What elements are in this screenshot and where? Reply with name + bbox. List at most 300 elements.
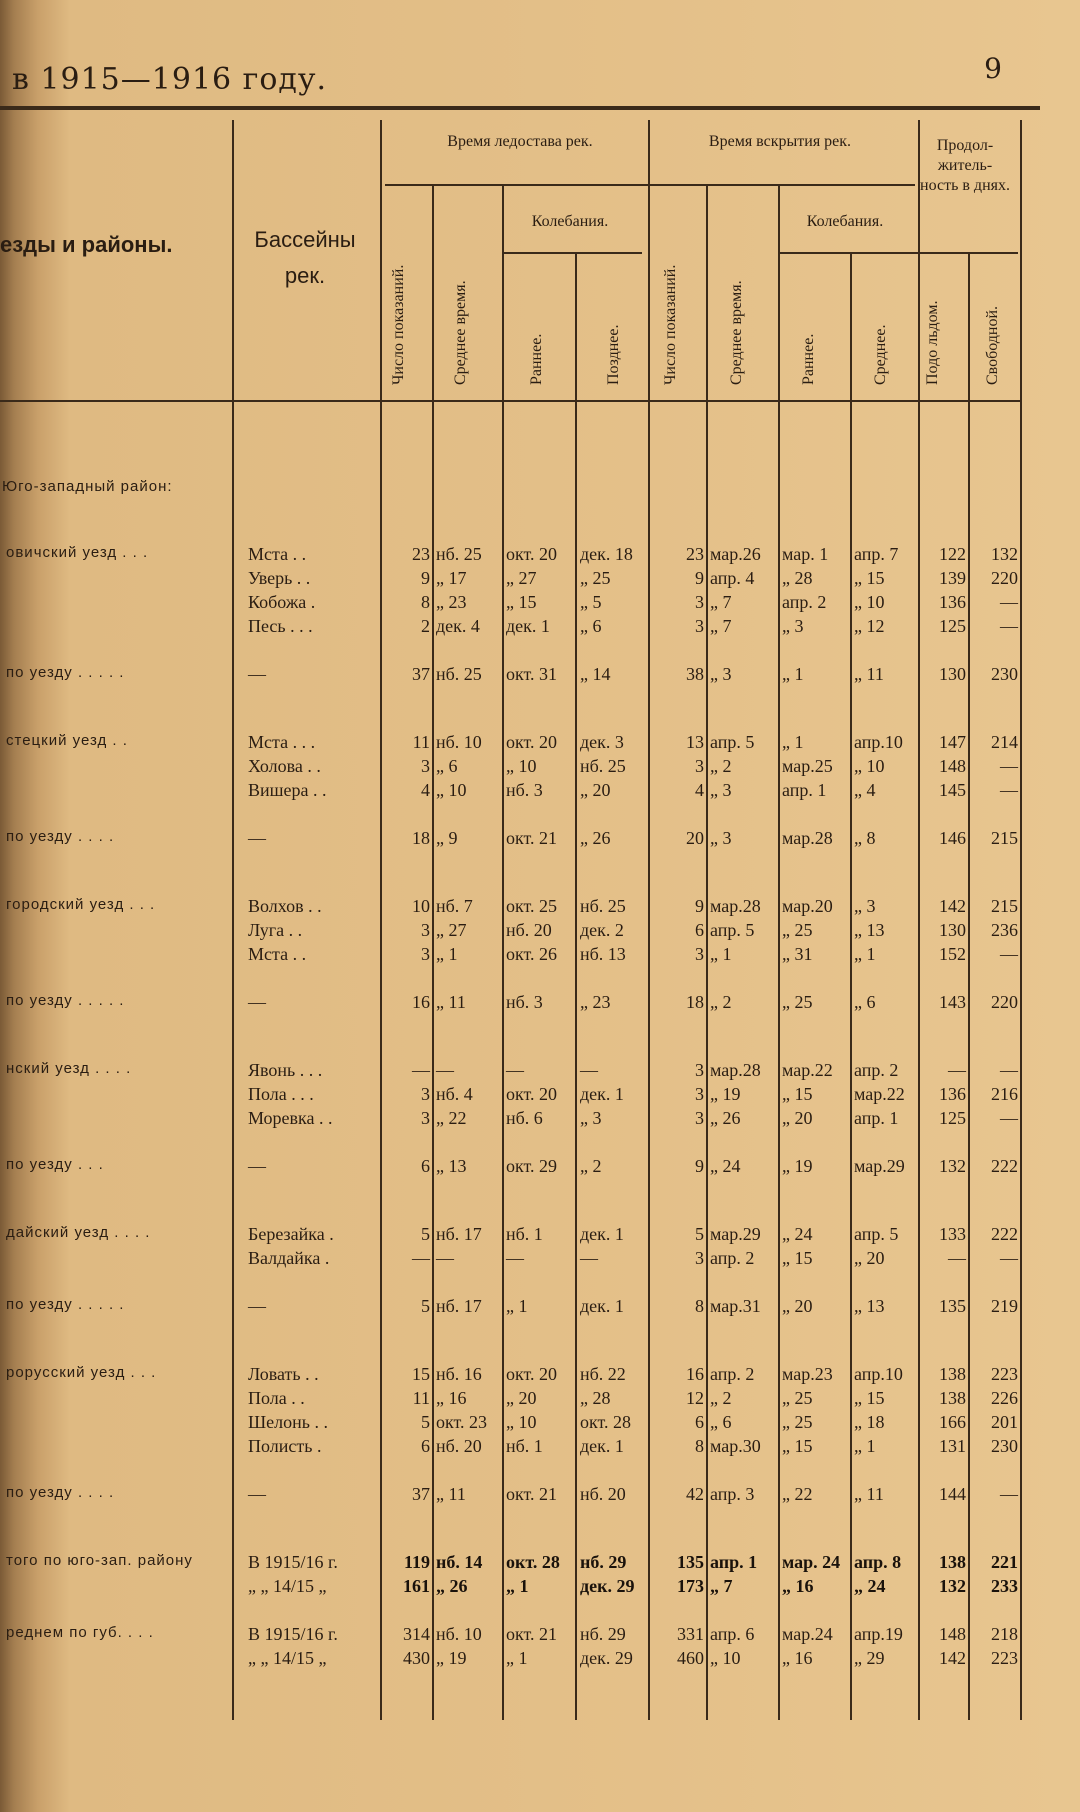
- value-cell: „ 7: [710, 592, 732, 612]
- value-cell: „ 2: [710, 1388, 732, 1408]
- value-cell: —: [436, 1248, 454, 1268]
- value-cell: 148: [939, 1624, 966, 1644]
- basin-cell: Холова . .: [248, 756, 321, 776]
- value-cell: нб. 17: [436, 1296, 482, 1316]
- free-header: Свободной.: [984, 305, 1001, 385]
- value-cell: „ 1: [436, 944, 458, 964]
- basin-cell: Мста . .: [248, 544, 307, 564]
- value-cell: „ 25: [580, 568, 611, 588]
- value-cell: „ 2: [710, 756, 732, 776]
- basin-cell: „ „ 14/15 „: [248, 1648, 327, 1668]
- value-cell: —: [948, 1060, 966, 1080]
- value-cell: нб. 20: [580, 1484, 626, 1504]
- value-cell: 3: [695, 1060, 704, 1080]
- value-cell: „ 3: [710, 780, 732, 800]
- value-cell: „ 15: [782, 1436, 813, 1456]
- value-cell: нб. 4: [436, 1084, 473, 1104]
- value-cell: —: [1000, 592, 1018, 612]
- value-cell: окт. 29: [506, 1156, 558, 1176]
- value-cell: нб. 16: [436, 1364, 482, 1384]
- table-row: [0, 1248, 1080, 1272]
- value-cell: 222: [991, 1156, 1018, 1176]
- value-cell: 314: [403, 1624, 430, 1644]
- value-cell: 8: [695, 1296, 704, 1316]
- value-cell: „ 15: [506, 592, 537, 612]
- value-cell: —: [1000, 1060, 1018, 1080]
- basin-cell: Березайка .: [248, 1224, 334, 1244]
- value-cell: 3: [421, 944, 430, 964]
- value-cell: „ 19: [782, 1156, 813, 1176]
- top-rule: [0, 106, 1040, 110]
- breakup-group-header: Время вскрытия рек.: [708, 133, 852, 150]
- table-row: [0, 1084, 1080, 1108]
- value-cell: 3: [695, 756, 704, 776]
- value-cell: 5: [421, 1224, 430, 1244]
- value-cell: дек. 1: [580, 1296, 624, 1316]
- value-cell: 10: [412, 896, 430, 916]
- value-cell: 143: [939, 992, 966, 1012]
- value-cell: „ 1: [506, 1576, 529, 1596]
- table-row: [0, 828, 1080, 852]
- value-cell: окт. 31: [506, 664, 558, 684]
- value-cell: мар.26: [710, 544, 761, 564]
- value-cell: 119: [403, 1552, 430, 1572]
- table-row: [0, 616, 1080, 640]
- value-cell: нб. 10: [436, 1624, 482, 1644]
- value-cell: 20: [686, 828, 704, 848]
- value-cell: апр.10: [854, 1364, 903, 1384]
- freeze-group-header: Время ледостава рек.: [447, 133, 593, 150]
- value-cell: 223: [991, 1648, 1018, 1668]
- value-cell: апр. 8: [854, 1552, 902, 1572]
- value-cell: апр. 7: [854, 544, 899, 564]
- value-cell: окт. 26: [506, 944, 558, 964]
- district-cell: по уезду . . . . .: [6, 992, 125, 1009]
- value-cell: 132: [991, 544, 1018, 564]
- table-row: [0, 1576, 1080, 1600]
- value-cell: 161: [403, 1576, 430, 1596]
- avg2-header: Среднее.: [872, 324, 889, 385]
- value-cell: 133: [939, 1224, 966, 1244]
- value-cell: „ 3: [580, 1108, 602, 1128]
- table-row: [0, 1624, 1080, 1648]
- value-cell: „ 28: [782, 568, 813, 588]
- value-cell: 42: [686, 1484, 704, 1504]
- value-cell: 223: [991, 1364, 1018, 1384]
- value-cell: „ 27: [506, 568, 537, 588]
- table-row: [0, 780, 1080, 804]
- value-cell: „ 28: [580, 1388, 611, 1408]
- value-cell: —: [1000, 944, 1018, 964]
- value-cell: „ 8: [854, 828, 876, 848]
- value-cell: дек. 1: [580, 1084, 624, 1104]
- value-cell: „ 3: [854, 896, 876, 916]
- basin-cell: Ловать . .: [248, 1364, 319, 1384]
- value-cell: дек. 2: [580, 920, 624, 940]
- fluct-rule-2: [778, 252, 918, 254]
- value-cell: „ 1: [710, 944, 732, 964]
- basin-cell: Вишера . .: [248, 780, 327, 800]
- basin-cell: Волхов . .: [248, 896, 322, 916]
- value-cell: 139: [939, 568, 966, 588]
- value-cell: нб. 14: [436, 1552, 483, 1572]
- value-cell: 3: [695, 592, 704, 612]
- value-cell: мар.20: [782, 896, 833, 916]
- value-cell: „ 25: [782, 1388, 813, 1408]
- table-row: [0, 568, 1080, 592]
- header-bottom-rule: [0, 400, 1020, 402]
- value-cell: „ 3: [710, 828, 732, 848]
- value-cell: 6: [695, 920, 704, 940]
- value-cell: нб. 29: [580, 1624, 626, 1644]
- table-row: [0, 756, 1080, 780]
- value-cell: 8: [421, 592, 430, 612]
- value-cell: апр. 1: [854, 1108, 899, 1128]
- table-row: [0, 1108, 1080, 1132]
- basin-cell: Полисть .: [248, 1436, 322, 1456]
- value-cell: мар.30: [710, 1436, 761, 1456]
- fluct-rule-1: [502, 252, 642, 254]
- value-cell: 230: [991, 664, 1018, 684]
- value-cell: 233: [991, 1576, 1018, 1596]
- value-cell: 215: [991, 896, 1018, 916]
- value-cell: 130: [939, 920, 966, 940]
- value-cell: 18: [412, 828, 430, 848]
- value-cell: „ 9: [436, 828, 458, 848]
- value-cell: „ 15: [854, 568, 885, 588]
- value-cell: 148: [939, 756, 966, 776]
- value-cell: „ 3: [782, 616, 804, 636]
- basin-cell: В 1915/16 г.: [248, 1552, 338, 1572]
- value-cell: 215: [991, 828, 1018, 848]
- district-cell: рорусский уезд . . .: [6, 1364, 157, 1381]
- value-cell: „ 6: [854, 992, 876, 1012]
- value-cell: 135: [939, 1296, 966, 1316]
- basin-cell: —: [248, 828, 266, 848]
- value-cell: апр.10: [854, 732, 903, 752]
- value-cell: „ 15: [782, 1248, 813, 1268]
- value-cell: апр. 4: [710, 568, 755, 588]
- basin-cell: —: [248, 992, 266, 1012]
- value-cell: мар. 24: [782, 1552, 841, 1572]
- value-cell: нб. 20: [506, 920, 552, 940]
- basin-cell: Мста . . .: [248, 732, 316, 752]
- table-row: [0, 592, 1080, 616]
- value-cell: 136: [939, 1084, 966, 1104]
- under-ice-header: Подо льдом.: [924, 300, 941, 385]
- value-cell: 5: [695, 1224, 704, 1244]
- value-cell: нб. 1: [506, 1436, 543, 1456]
- value-cell: 5: [421, 1296, 430, 1316]
- district-cell: того по юго-зап. району: [6, 1552, 193, 1569]
- value-cell: дек. 1: [506, 616, 550, 636]
- value-cell: дек. 29: [580, 1648, 633, 1668]
- value-cell: „ 5: [580, 592, 602, 612]
- value-cell: 9: [695, 896, 704, 916]
- value-cell: дек. 1: [580, 1436, 624, 1456]
- table-row: [0, 544, 1080, 568]
- value-cell: апр. 6: [710, 1624, 755, 1644]
- value-cell: апр. 2: [710, 1364, 755, 1384]
- value-cell: апр. 2: [854, 1060, 899, 1080]
- n-obs2-header: Число показаний.: [662, 264, 679, 385]
- value-cell: 331: [677, 1624, 704, 1644]
- early-header: Раннее.: [528, 333, 545, 385]
- table-row: [0, 1388, 1080, 1412]
- value-cell: „ 29: [854, 1648, 885, 1668]
- value-cell: окт. 28: [580, 1412, 632, 1432]
- value-cell: —: [580, 1060, 598, 1080]
- value-cell: окт. 21: [506, 828, 558, 848]
- value-cell: 430: [403, 1648, 430, 1668]
- value-cell: „ 16: [436, 1388, 467, 1408]
- value-cell: „ 24: [854, 1576, 886, 1596]
- basin-cell: „ „ 14/15 „: [248, 1576, 327, 1596]
- page-number: 9: [984, 52, 1002, 85]
- value-cell: 5: [421, 1412, 430, 1432]
- value-cell: „ 20: [854, 1248, 885, 1268]
- value-cell: мар.29: [854, 1156, 905, 1176]
- value-cell: „ 7: [710, 1576, 733, 1596]
- value-cell: „ 11: [854, 1484, 884, 1504]
- value-cell: окт. 23: [436, 1412, 488, 1432]
- basin-cell: —: [248, 1296, 266, 1316]
- value-cell: „ 26: [580, 828, 611, 848]
- value-cell: 4: [695, 780, 704, 800]
- basin-cell: Пола . .: [248, 1388, 305, 1408]
- table-row: [0, 896, 1080, 920]
- table-row: [0, 1156, 1080, 1180]
- value-cell: 220: [991, 992, 1018, 1012]
- value-cell: окт. 21: [506, 1624, 558, 1644]
- avg-time2-header: Среднее время.: [728, 280, 745, 385]
- value-cell: мар.22: [782, 1060, 833, 1080]
- value-cell: дек. 4: [436, 616, 480, 636]
- value-cell: 8: [695, 1436, 704, 1456]
- value-cell: „ 24: [782, 1224, 813, 1244]
- table-row: [0, 664, 1080, 688]
- value-cell: „ 24: [710, 1156, 741, 1176]
- value-cell: мар.29: [710, 1224, 761, 1244]
- basin-cell: —: [248, 1156, 266, 1176]
- district-cell: по уезду . . . .: [6, 1484, 115, 1501]
- value-cell: „ 20: [782, 1296, 813, 1316]
- basin-cell: Мста . .: [248, 944, 307, 964]
- value-cell: нб. 25: [436, 544, 482, 564]
- region-title: Юго-западный район:: [2, 478, 173, 495]
- value-cell: нб. 7: [436, 896, 473, 916]
- value-cell: —: [1000, 780, 1018, 800]
- value-cell: 146: [939, 828, 966, 848]
- value-cell: апр. 3: [710, 1484, 755, 1504]
- value-cell: дек. 29: [580, 1576, 635, 1596]
- value-cell: мар. 1: [782, 544, 829, 564]
- value-cell: „ 11: [854, 664, 884, 684]
- value-cell: „ 15: [782, 1084, 813, 1104]
- value-cell: „ 18: [854, 1412, 885, 1432]
- freeze-fluctuations-header: Колебания.: [531, 213, 609, 230]
- district-cell: реднем по губ. . . .: [6, 1624, 154, 1641]
- value-cell: 220: [991, 568, 1018, 588]
- value-cell: „ 10: [506, 756, 537, 776]
- table-row: [0, 1224, 1080, 1248]
- value-cell: „ 10: [506, 1412, 537, 1432]
- value-cell: —: [506, 1060, 524, 1080]
- value-cell: 3: [695, 1108, 704, 1128]
- value-cell: —: [412, 1060, 430, 1080]
- table-row: [0, 1412, 1080, 1436]
- district-cell: стецкий уезд . .: [6, 732, 128, 749]
- value-cell: окт. 25: [506, 896, 558, 916]
- value-cell: апр. 2: [710, 1248, 755, 1268]
- value-cell: мар.28: [782, 828, 833, 848]
- table-row: [0, 944, 1080, 968]
- table-row: [0, 1436, 1080, 1460]
- value-cell: 2: [421, 616, 430, 636]
- value-cell: „ 19: [710, 1084, 741, 1104]
- value-cell: 142: [939, 896, 966, 916]
- value-cell: нб. 3: [506, 780, 543, 800]
- value-cell: „ 6: [710, 1412, 732, 1432]
- value-cell: 221: [991, 1552, 1018, 1572]
- value-cell: —: [948, 1248, 966, 1268]
- table-row: [0, 1060, 1080, 1084]
- breakup-fluctuations-header: Колебания.: [806, 213, 884, 230]
- value-cell: дек. 18: [580, 544, 633, 564]
- page-header-title: в 1915—1916 году.: [12, 62, 328, 97]
- value-cell: 18: [686, 992, 704, 1012]
- value-cell: 3: [421, 1084, 430, 1104]
- value-cell: 166: [939, 1412, 966, 1432]
- value-cell: „ 2: [580, 1156, 602, 1176]
- value-cell: окт. 20: [506, 544, 558, 564]
- value-cell: „ 1: [854, 944, 876, 964]
- value-cell: 236: [991, 920, 1018, 940]
- value-cell: „ 22: [436, 1108, 467, 1128]
- value-cell: „ 1: [782, 732, 804, 752]
- value-cell: 4: [421, 780, 430, 800]
- value-cell: 3: [695, 944, 704, 964]
- value-cell: окт. 20: [506, 1084, 558, 1104]
- value-cell: 122: [939, 544, 966, 564]
- basin-cell: Луга . .: [248, 920, 303, 940]
- value-cell: —: [1000, 616, 1018, 636]
- value-cell: „ 1: [782, 664, 804, 684]
- value-cell: 132: [939, 1156, 966, 1176]
- duration-group-header: Продол- житель- ность в днях.: [920, 137, 1010, 194]
- value-cell: „ 31: [782, 944, 813, 964]
- value-cell: —: [580, 1248, 598, 1268]
- value-cell: 135: [677, 1552, 704, 1572]
- value-cell: 132: [939, 1576, 966, 1596]
- value-cell: нб. 13: [580, 944, 626, 964]
- avg-time-header: Среднее время.: [452, 280, 469, 385]
- value-cell: 201: [991, 1412, 1018, 1432]
- value-cell: 142: [939, 1648, 966, 1668]
- basin-cell: В 1915/16 г.: [248, 1624, 338, 1644]
- value-cell: 3: [421, 1108, 430, 1128]
- value-cell: 38: [686, 664, 704, 684]
- early2-header: Раннее.: [800, 333, 817, 385]
- value-cell: 37: [412, 1484, 430, 1504]
- group-rule: [385, 184, 915, 186]
- value-cell: апр. 5: [854, 1224, 899, 1244]
- value-cell: „ 1: [854, 1436, 876, 1456]
- value-cell: 9: [695, 568, 704, 588]
- value-cell: 125: [939, 1108, 966, 1128]
- basins-header: Бассейны рек.: [254, 227, 356, 288]
- value-cell: мар.23: [782, 1364, 833, 1384]
- district-cell: по уезду . . . . .: [6, 1296, 125, 1313]
- value-cell: 15: [412, 1364, 430, 1384]
- table-row: [0, 1648, 1080, 1672]
- value-cell: „ 13: [854, 1296, 885, 1316]
- value-cell: „ 10: [436, 780, 467, 800]
- value-cell: апр. 2: [782, 592, 827, 612]
- basin-cell: Кобожа .: [248, 592, 316, 612]
- value-cell: нб. 6: [506, 1108, 543, 1128]
- value-cell: 3: [695, 1084, 704, 1104]
- value-cell: 16: [412, 992, 430, 1012]
- value-cell: мар.31: [710, 1296, 761, 1316]
- value-cell: „ 20: [782, 1108, 813, 1128]
- value-cell: 3: [421, 920, 430, 940]
- value-cell: нб. 20: [436, 1436, 482, 1456]
- value-cell: мар.28: [710, 1060, 761, 1080]
- value-cell: „ 10: [854, 756, 885, 776]
- value-cell: 125: [939, 616, 966, 636]
- table-row: [0, 1296, 1080, 1320]
- value-cell: 37: [412, 664, 430, 684]
- value-cell: „ 1: [506, 1296, 528, 1316]
- basin-cell: Моревка . .: [248, 1108, 333, 1128]
- value-cell: 144: [939, 1484, 966, 1504]
- value-cell: „ 19: [436, 1648, 467, 1668]
- value-cell: 16: [686, 1364, 704, 1384]
- district-cell: овичский уезд . . .: [6, 544, 149, 561]
- basin-cell: —: [248, 664, 266, 684]
- value-cell: „ 7: [710, 616, 732, 636]
- value-cell: окт. 20: [506, 732, 558, 752]
- value-cell: дек. 3: [580, 732, 624, 752]
- value-cell: апр. 1: [710, 1552, 758, 1572]
- value-cell: 13: [686, 732, 704, 752]
- value-cell: апр. 5: [710, 732, 755, 752]
- value-cell: 230: [991, 1436, 1018, 1456]
- value-cell: 216: [991, 1084, 1018, 1104]
- table-row: [0, 732, 1080, 756]
- value-cell: „ 13: [436, 1156, 467, 1176]
- value-cell: нб. 17: [436, 1224, 482, 1244]
- value-cell: „ 14: [580, 664, 611, 684]
- value-cell: 23: [686, 544, 704, 564]
- value-cell: 6: [421, 1156, 430, 1176]
- value-cell: „ 13: [854, 920, 885, 940]
- value-cell: „ 12: [854, 616, 885, 636]
- value-cell: 226: [991, 1388, 1018, 1408]
- value-cell: апр. 5: [710, 920, 755, 940]
- value-cell: 131: [939, 1436, 966, 1456]
- value-cell: „ 10: [854, 592, 885, 612]
- value-cell: „ 23: [436, 592, 467, 612]
- value-cell: —: [506, 1248, 524, 1268]
- n-obs-header: Число показаний.: [390, 264, 407, 385]
- district-cell: по уезду . . . .: [6, 828, 115, 845]
- basin-cell: Валдайка .: [248, 1248, 330, 1268]
- basin-cell: Песь . . .: [248, 616, 313, 636]
- value-cell: „ 10: [710, 1648, 741, 1668]
- value-cell: 6: [695, 1412, 704, 1432]
